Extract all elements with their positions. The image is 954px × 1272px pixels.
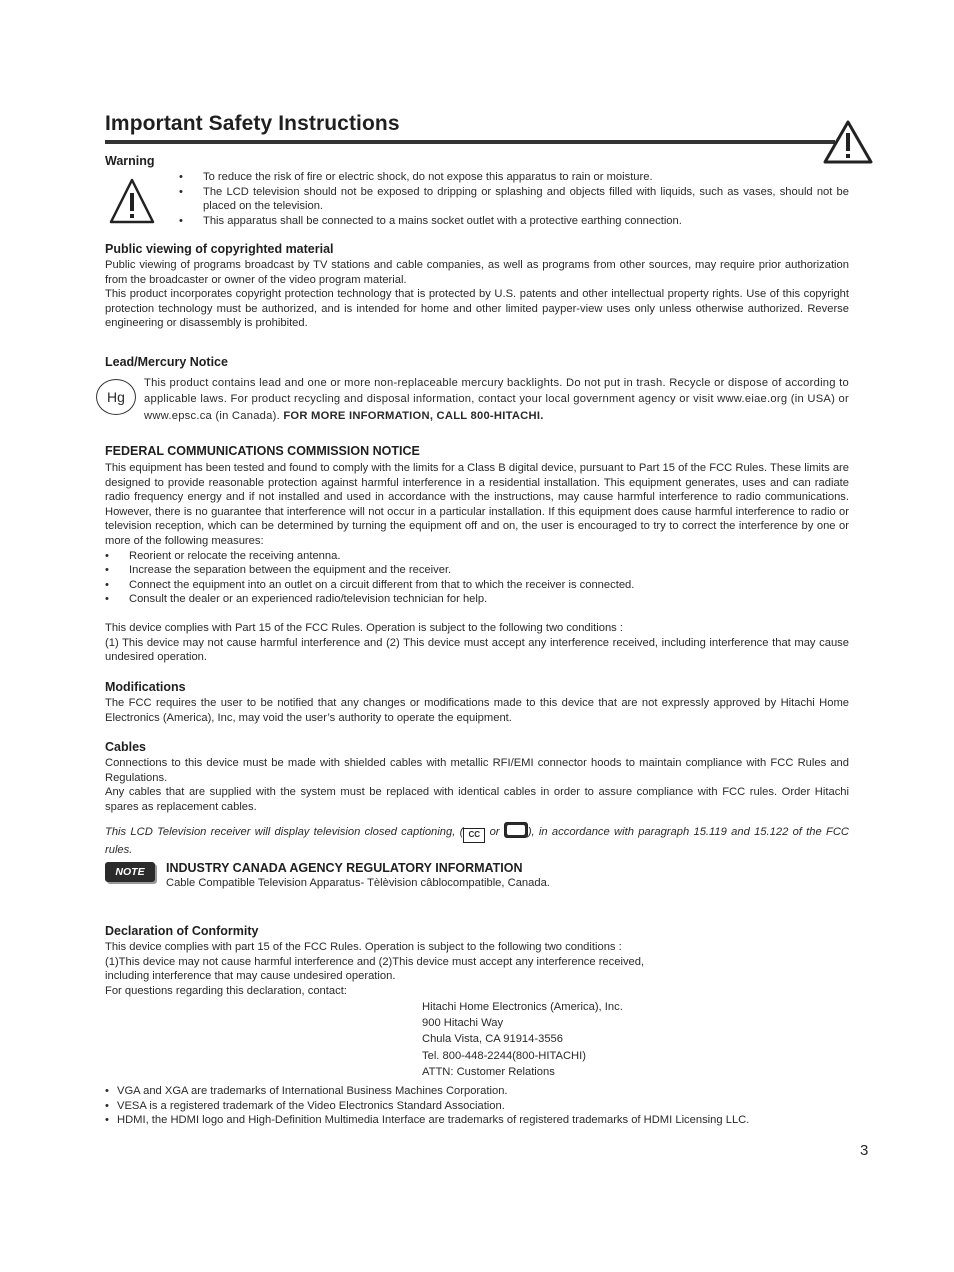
- fcc-section: [105, 444, 849, 665]
- public-viewing-heading: Public viewing of copyrighted material: [105, 242, 334, 256]
- warning-section: [105, 154, 849, 168]
- trademarks-list: [105, 1084, 849, 1128]
- cables-section: [105, 740, 849, 814]
- cables-heading: Cables: [105, 740, 146, 754]
- cables-paragraph: Connections to this device must be made with shielded cables with metallic RFI/EMI connector hoods to maintain compliance with FCC Rules and Regulations.: [105, 757, 849, 784]
- industry-canada-section: [166, 861, 849, 891]
- fcc-paragraph: (1) This device may not cause harmful interference and (2) This device must accept any interference received, including interference that may cause undesired operation.: [105, 636, 849, 664]
- list-item: • Connect the equipment into an outlet on a circuit different from that to which the receiver is connected.: [105, 578, 635, 591]
- fcc-heading: FEDERAL COMMUNICATIONS COMMISSION NOTICE: [105, 444, 420, 458]
- fcc-paragraph: This equipment has been tested and found to comply with the limits for a Class B digital device, pursuant to Part 15 of the FCC Rules. These limits are designed to provide reasonable protection against harmful interference in a residential installation. This equipment generates, uses and can radiate radio frequency energy and if not installed and used in accordance with the instructions, may cause harmful interference to radio communications. However, there is no guarantee that interference will not occur in a particular installation. If this equipment does cause harmful interference to radio or television reception, which can be determined by turning the equipment off and on, the user is encouraged to try to correct the interference by one or more of the following measures:: [105, 462, 849, 547]
- public-viewing-paragraph: This product incorporates copyright protection technology that is protected by U.S. patents and other intellectual property rights. Use of this copyright protection technology must be authorized, and is intended for home and other limited payper-view uses only unless otherwise authorized. Reverse engineering or disassembly is prohibited.: [105, 288, 849, 330]
- address-line: Hitachi Home Electronics (America), Inc.: [422, 1001, 623, 1013]
- modifications-section: [105, 680, 849, 725]
- lead-bold-notice: FOR MORE INFORMATION, CALL 800-HITACHI.: [283, 409, 544, 422]
- list-item: • The LCD television should not be exposed to dripping or splashing and objects filled with liquids, such as vases, should not be placed on the television.: [179, 185, 849, 213]
- declaration-line: This device complies with part 15 of the FCC Rules. Operation is subject to the following two conditions :: [105, 941, 622, 953]
- lead-mercury-text: This product contains lead and one or more non-replaceable mercury backlights. Do not put in trash. Recycle or dispose of according to applicable laws. For product recycling and disposal information, contact your local government agency or visit www.eiae.org (in USA) or www.epsc.ca (in Canada). FOR MORE INFORMATION, CALL 800-HITACHI.: [144, 377, 849, 422]
- industry-canada-heading: INDUSTRY CANADA AGENCY REGULATORY INFORMATION: [166, 861, 523, 875]
- declaration-heading: Declaration of Conformity: [105, 924, 259, 938]
- lead-mercury-section: [105, 355, 849, 369]
- page-title: Important Safety Instructions: [105, 112, 400, 135]
- warning-list: [105, 170, 849, 228]
- cables-paragraph: Any cables that are supplied with the system must be replaced with identical cables in order to assure compliance with FCC rules. Order Hitachi spares as replacement cables.: [105, 786, 849, 813]
- list-item: • VGA and XGA are trademarks of International Business Machines Corporation.: [105, 1085, 508, 1097]
- declaration-line: (1)This device may not cause harmful interference and (2)This device must accept any interference received,: [105, 955, 645, 968]
- list-item: • Increase the separation between the equipment and the receiver.: [105, 564, 452, 577]
- tv-caption-icon: [504, 822, 528, 838]
- declaration-line: including interference that may cause undesired operation.: [105, 970, 396, 983]
- modifications-paragraph: The FCC requires the user to be notified that any changes or modifications made to this device that are not expressly approved by Hitachi Home Electronics (America), Inc, may void the user’s authority to operate the equipment.: [105, 697, 849, 724]
- declaration-line: For questions regarding this declaration, contact:: [105, 984, 347, 997]
- declaration-section: [105, 924, 849, 998]
- public-viewing-paragraph: Public viewing of programs broadcast by TV stations and cable companies, as well as programs from other sources, may require prior authorization from the broadcaster or owner of the video program material.: [105, 259, 849, 286]
- fcc-paragraph: This device complies with Part 15 of the FCC Rules. Operation is subject to the following two conditions :: [105, 621, 623, 634]
- list-item: • VESA is a registered trademark of the Video Electronics Standard Association.: [105, 1099, 505, 1112]
- captioning-note: This LCD Television receiver will display television closed captioning, ( CC or ), in accordance with paragraph 15.119 and 15.122 of the FCC rules.: [105, 822, 849, 857]
- list-item: • Reorient or relocate the receiving antenna.: [105, 549, 341, 562]
- public-viewing-section: [105, 242, 849, 331]
- note-badge: NOTE: [105, 862, 155, 882]
- contact-address: [422, 999, 623, 1080]
- address-line: Tel. 800-448-2244(800-HITACHI): [422, 1049, 586, 1062]
- list-item: • HDMI, the HDMI logo and High-Definition Multimedia Interface are trademarks of registered trademarks of HDMI Licensing LLC.: [105, 1114, 750, 1127]
- list-item: • To reduce the risk of fire or electric shock, do not expose this apparatus to rain or moisture.: [179, 171, 653, 183]
- address-line: Chula Vista, CA 91914-3556: [422, 1033, 563, 1046]
- industry-canada-text: Cable Compatible Television Apparatus- Tèlèvision câblocompatible, Canada.: [166, 877, 550, 889]
- mercury-symbol: Hg: [96, 379, 136, 415]
- modifications-heading: Modifications: [105, 680, 186, 694]
- list-item: • This apparatus shall be connected to a mains socket outlet with a protective earthing connection.: [179, 214, 682, 227]
- address-line: ATTN: Customer Relations: [422, 1065, 555, 1078]
- lead-mercury-heading: Lead/Mercury Notice: [105, 355, 228, 369]
- page-number: 3: [860, 1142, 869, 1159]
- warning-heading: Warning: [105, 154, 155, 168]
- list-item: • Consult the dealer or an experienced radio/television technician for help.: [105, 593, 488, 606]
- title-rule: [105, 140, 835, 144]
- address-line: 900 Hitachi Way: [422, 1017, 504, 1030]
- closed-caption-icon: CC: [463, 828, 485, 843]
